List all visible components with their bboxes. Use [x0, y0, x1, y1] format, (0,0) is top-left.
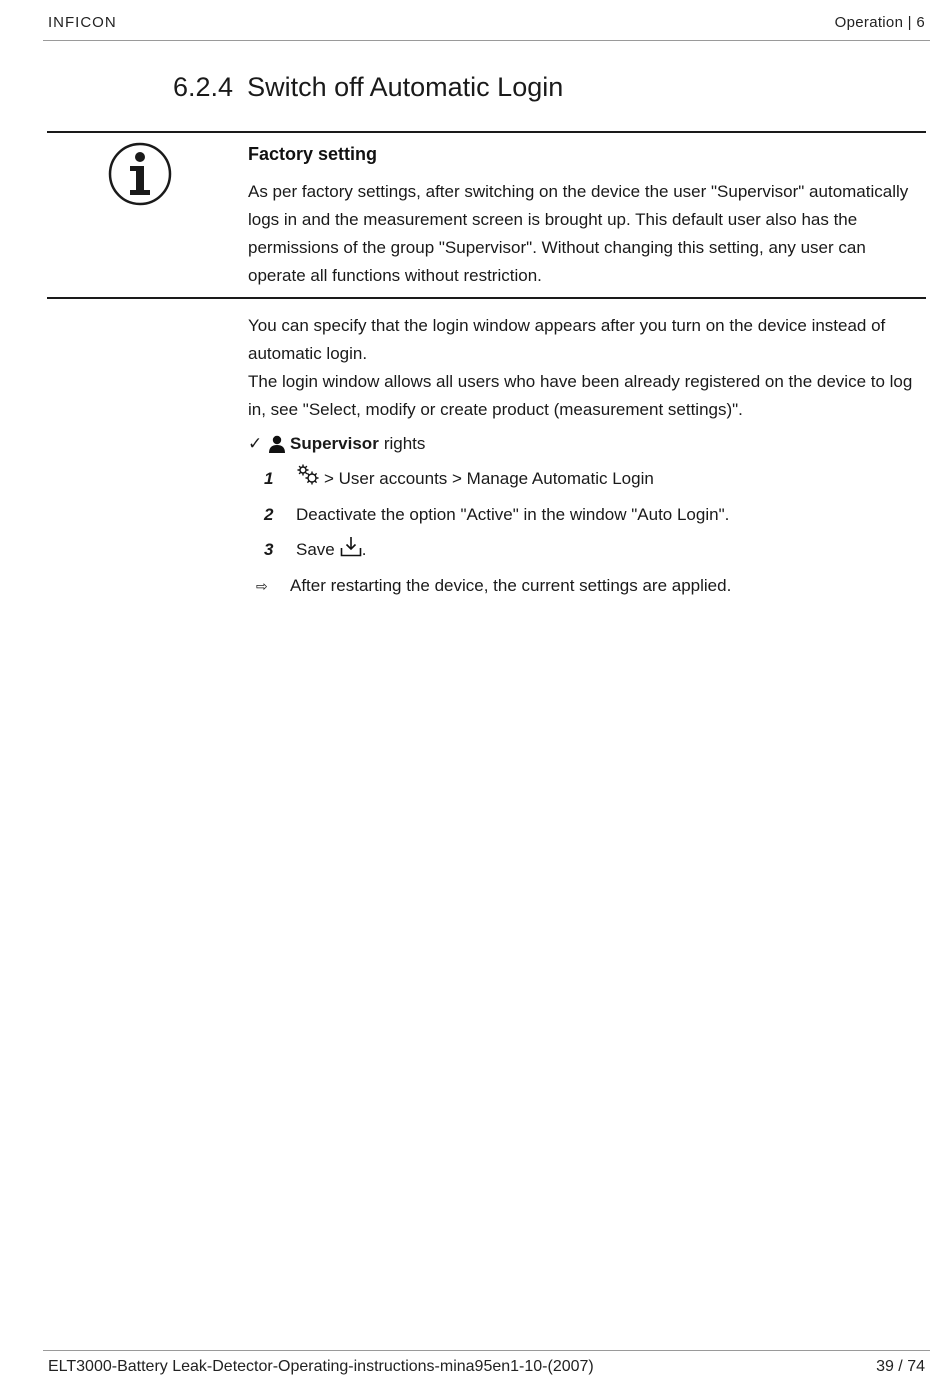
- notice-top-rule: [47, 131, 926, 133]
- footer-divider: [43, 1350, 930, 1351]
- footer-document: ELT3000-Battery Leak-Detector-Operating-instructions-mina95en1-10-(2007): [48, 1358, 594, 1375]
- info-icon: [108, 142, 172, 206]
- step-suffix: .: [361, 540, 367, 559]
- step-1: [264, 466, 654, 492]
- section-number: 6.2.4: [173, 72, 234, 102]
- header-divider: [43, 40, 930, 41]
- step-text: Deactivate the option "Active" in the window "Auto Login".: [296, 505, 730, 524]
- notice-bottom-rule: [47, 297, 926, 299]
- paragraph-1: You can specify that the login window appears after you turn on the device instead of automatic login.: [248, 316, 886, 363]
- prerequisite-suffix: rights: [383, 434, 426, 453]
- check-icon: ✓: [248, 434, 263, 453]
- prerequisite-role: Supervisor: [290, 434, 379, 453]
- notice-body: As per factory settings, after switching on the device the user "Supervisor" automatically logs in and the measurement screen is brought up. This default user also has the permissions of the group "Supervisor". Without changing this setting, any user can operate all functions without restriction.: [248, 182, 909, 285]
- step-3: [264, 537, 366, 563]
- step-2: [264, 502, 729, 528]
- section-title-text: Switch off Automatic Login: [247, 72, 564, 102]
- step-number: 1: [264, 469, 274, 488]
- result: [256, 573, 731, 599]
- footer-page: 39 / 74: [876, 1358, 925, 1375]
- person-icon: [268, 435, 286, 453]
- prerequisite: [248, 431, 425, 457]
- step-text: Save: [296, 540, 335, 559]
- step-text: > User accounts > Manage Automatic Login: [324, 469, 654, 488]
- step-number: 3: [264, 540, 274, 559]
- header-brand: INFICON: [48, 14, 117, 31]
- header-chapter: Operation | 6: [834, 14, 925, 31]
- result-text: After restarting the device, the current settings are applied.: [290, 576, 732, 595]
- gears-icon: [296, 463, 320, 487]
- paragraph-2: The login window allows all users who have been already registered on the device to log in, see "Select, modify or create product (measurement settings)".: [248, 372, 913, 419]
- result-arrow-icon: ⇨: [256, 578, 268, 594]
- step-number: 2: [264, 505, 274, 524]
- save-icon: [340, 536, 362, 558]
- section-title: [173, 72, 563, 103]
- notice-heading: Factory setting: [248, 144, 378, 164]
